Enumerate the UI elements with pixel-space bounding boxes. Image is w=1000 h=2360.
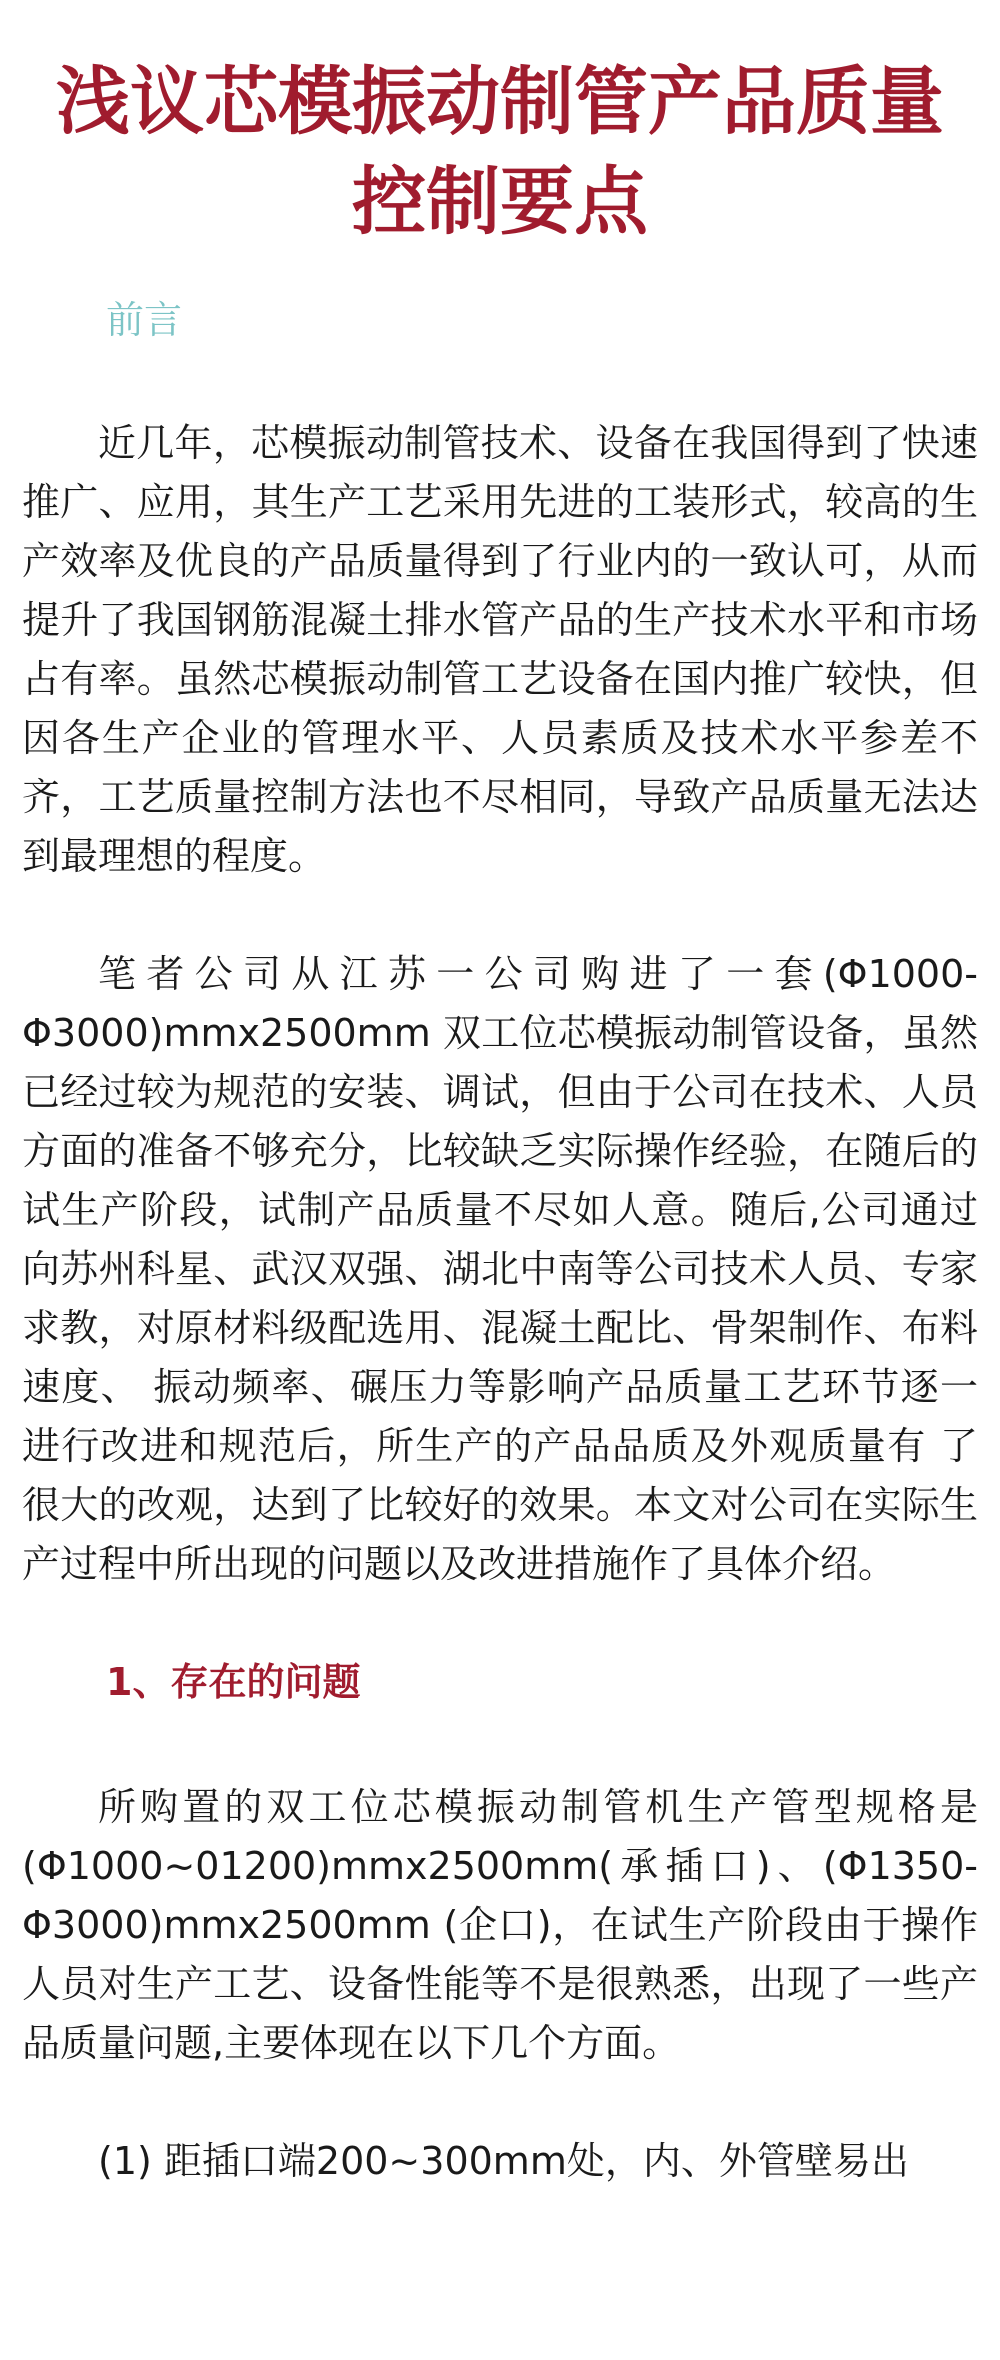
list-item: (1) 距插口端200~300mm处，内、外管壁易出 xyxy=(98,2139,909,2183)
section-heading: 1、存在的问题 xyxy=(106,1660,361,1704)
intro-paragraph-2: 笔者公司从江苏一公司购进了一套(Φ1000-Φ3000)mmx2500mm 双工位芯模振动制管设备，虽然已经过较为规范的安装、调试，但由于公司在技术、人员方面的准备不够充分，比较缺乏实际操作经验，在随后的试生产阶段，试制产品质量不尽如人意。随后,公司通过向苏州科星、武汉双强、湖北中南等公司技术人员、专家求教，对原材料级配选用、混凝土配比、骨架制作、布料速度、 振动频率、碾压力等影响产品质量工艺环节逐一进行改进和规范后，所生产的产品品质及外观质量有 了很大的改观，达到了比较好的效果。本文对公司在实际生产过程中所出现的问题以及改进措施作了具体介绍。 xyxy=(22,952,978,1586)
intro-paragraph-1: 近几年，芯模振动制管技术、设备在我国得到了快速推广、应用，其生产工艺采用先进的工装形式，较高的生产效率及优良的产品质量得到了行业内的一致认可，从而提升了我国钢筋混凝土排水管产品的生产技术水平和市场占有率。虽然芯模振动制管工艺设备在国内推广较快，但因各生产企业的管理水平、人员素质及技术水平参差不齐，工艺质量控制方法也不尽相同，导致产品质量无法达到最理想的程度。 xyxy=(22,421,978,878)
section-paragraph: 所购置的双工位芯模振动制管机生产管型规格是(Φ1000~01200)mmx2500mm(承插口)、(Φ1350-Φ3000)mmx2500mm (企口)，在试生产阶段由于操作人员对生产工艺、设备性能等不是很熟悉，出现了一些产品质量问题,主要体现在以下几个方面。 xyxy=(22,1785,978,2065)
preface-label: 前言 xyxy=(106,298,183,342)
article-title: 浅议芯模振动制管产品质量控制要点 xyxy=(56,59,944,245)
